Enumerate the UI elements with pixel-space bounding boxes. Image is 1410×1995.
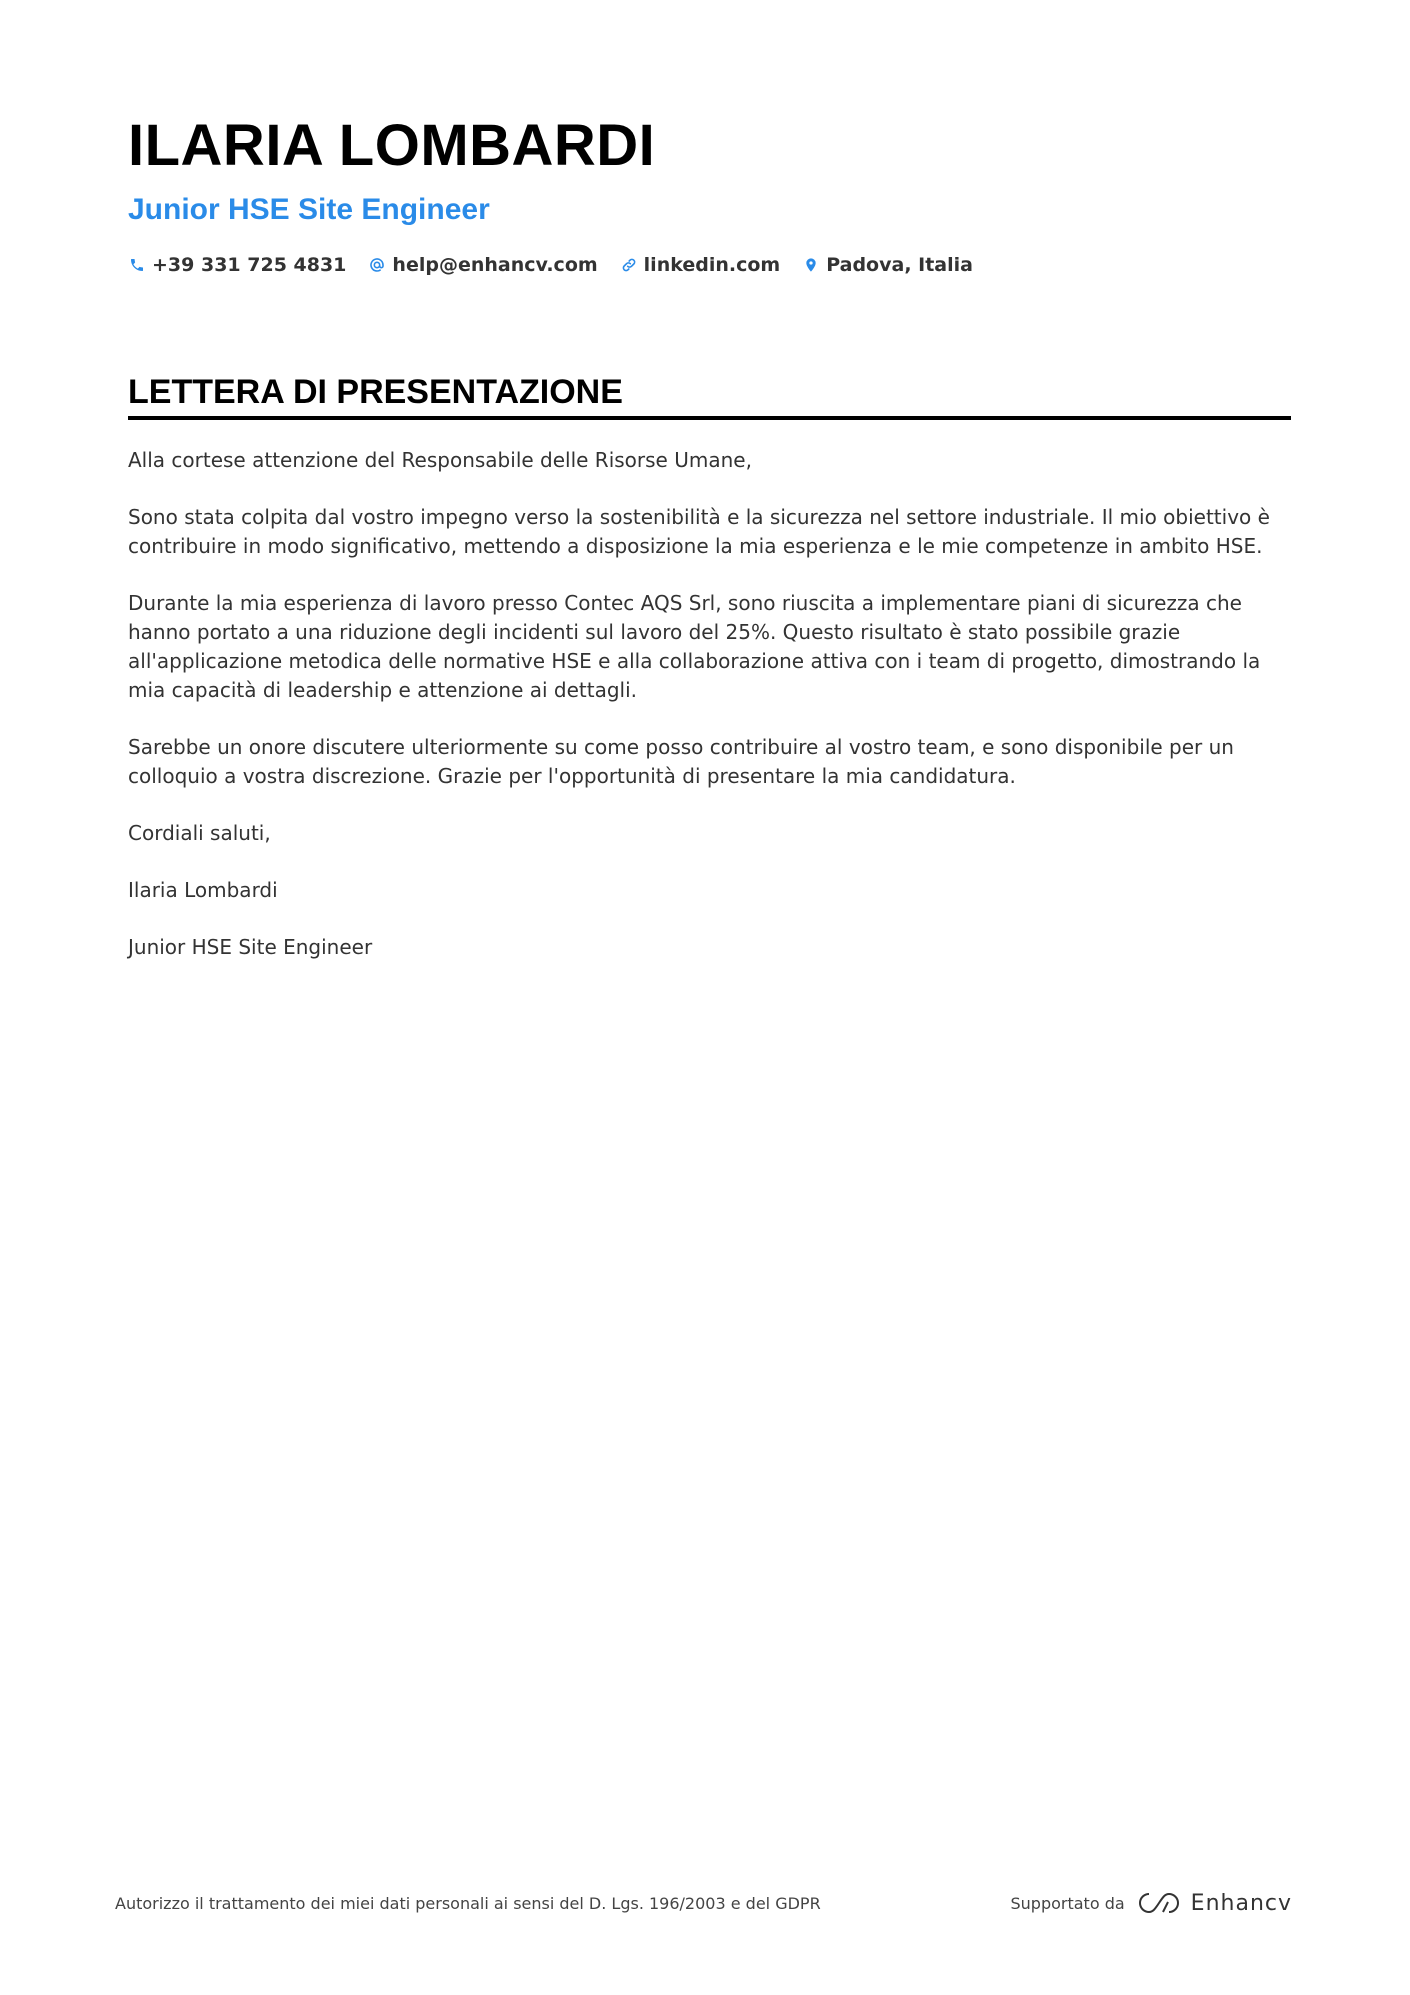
contact-bar <box>128 250 1291 280</box>
letter-paragraph: Sarebbe un onore discutere ulteriormente su come posso contribuire al vostro team, e sono disponibile per un colloquio a vostra discrezione. Grazie per l'opportunità di presentare la mia candidatura. <box>128 735 1234 788</box>
phone-text: +39 331 725 4831 <box>152 254 347 276</box>
applicant-role: Junior HSE Site Engineer <box>128 193 490 226</box>
powered-by-label: Supportato da <box>1010 1893 1125 1913</box>
letter-paragraph: Durante la mia esperienza di lavoro presso Contec AQS Srl, sono riuscita a implementare piani di sicurezza che hanno portato a una riduzione degli incidenti sul lavoro del 25%. Questo risultato è stato possibile grazie all'applicazione metodica delle normative HSE e alla collaborazione attiva con i team di progetto, dimostrando la mia capacità di leadership e attenzione ai dettagli. <box>128 591 1261 702</box>
letter-body <box>128 446 1291 962</box>
letter-closing: Cordiali saluti, <box>128 821 271 845</box>
section-title: LETTERA DI PRESENTAZIONE <box>128 372 1291 420</box>
enhancv-logo-icon <box>1137 1890 1181 1916</box>
signature-name: Ilaria Lombardi <box>128 878 278 902</box>
link-icon <box>620 256 638 274</box>
contact-phone <box>128 254 346 276</box>
privacy-consent: Autorizzo il trattamento dei miei dati personali ai sensi del D. Lgs. 196/2003 e del GDPR <box>115 1893 821 1913</box>
powered-by[interactable] <box>1011 1890 1293 1916</box>
email-text[interactable]: help@enhancv.com <box>392 254 598 276</box>
page-footer <box>115 1890 1292 1916</box>
letter-salutation: Alla cortese attenzione del Responsabile delle Risorse Umane, <box>128 448 752 472</box>
contact-email[interactable] <box>368 254 597 276</box>
linkedin-text[interactable]: linkedin.com <box>643 254 781 276</box>
at-icon <box>368 256 386 274</box>
contact-linkedin[interactable] <box>620 254 781 276</box>
phone-icon <box>128 256 146 274</box>
location-text: Padova, Italia <box>826 254 973 276</box>
applicant-name: ILARIA LOMBARDI <box>128 113 656 178</box>
signature-role: Junior HSE Site Engineer <box>128 935 373 959</box>
brand-name: Enhancv <box>1190 1890 1292 1916</box>
cover-letter-page <box>128 110 1291 990</box>
letter-paragraph: Sono stata colpita dal vostro impegno verso la sostenibilità e la sicurezza nel settore industriale. Il mio obiettivo è contribuire in modo significativo, mettendo a disposizione la mia esperienza e le mie competenze in ambito HSE. <box>128 505 1270 558</box>
location-pin-icon <box>802 256 820 274</box>
contact-location <box>802 254 973 276</box>
